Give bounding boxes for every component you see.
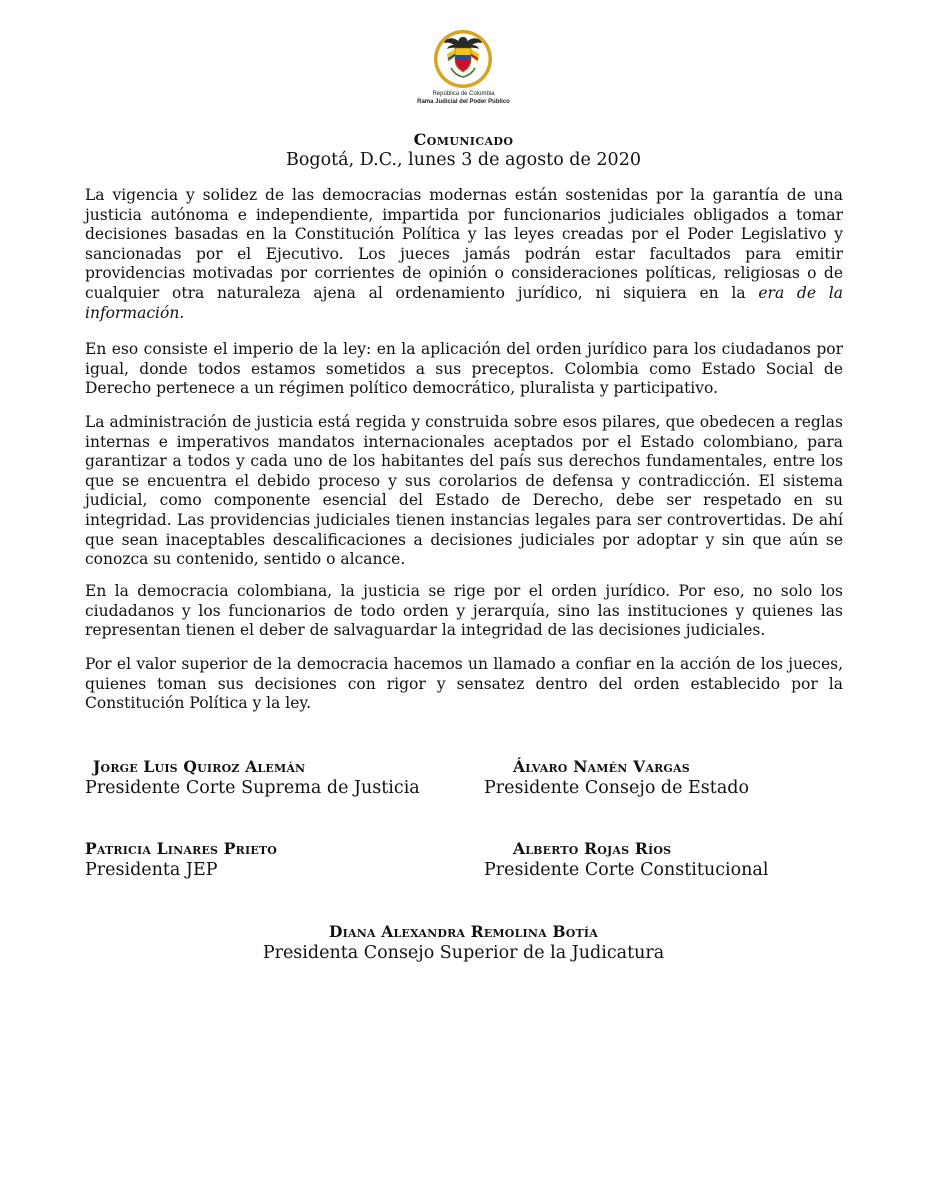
seal-caption [400,90,527,106]
signatory-role: Presidente Corte Suprema de Justicia [85,778,420,798]
coat-of-arms-seal-icon [433,28,493,90]
signature-block [85,757,465,799]
signature-block [85,839,465,881]
paragraph-2: En eso consiste el imperio de la ley: en la aplicación del orden jurídico para los ciudadanos por igual, donde todos estamos sometidos a sus preceptos. Colombia como Estado Social de Derecho pertenece a un régimen político democrático, pluralista y participativo. [85,340,843,398]
signature-block [484,839,844,881]
paragraph-1-text: La vigencia y solidez de las democracias modernas están sostenidas por la garantía de una justicia autónoma e independiente, impartida por funcionarios judiciales obligados a tomar decisiones basadas en la Constitución Política y las leyes creadas por el Poder Legislativo y sancionadas por el Ejecutivo. Los jueces jamás podrán estar facultados para emitir providencias motivadas por corrientes de opinión o consideraciones políticas, religiosas o de cualquier otra naturaleza ajena al ordenamiento jurídico, ni siquiera en la [85,186,843,302]
signatory-name: Álvaro Namén Vargas [513,757,690,776]
paragraph-1-end: . [179,303,185,322]
paragraph-1 [85,186,843,323]
signatory-name: Jorge Luis Quiroz Alemán [93,757,306,776]
signatory-name: Diana Alexandra Remolina Botía [328,922,599,941]
signatory-role: Presidente Consejo de Estado [484,778,749,798]
signatory-name: Patricia Linares Prieto [85,839,278,858]
signatory-name: Alberto Rojas Ríos [513,839,672,858]
paragraph-3: La administración de justicia está regida y construida sobre esos pilares, que obedecen a reglas internas e imperativos mandatos internacionales aceptados por el Estado colombiano, para garantizar a todos y cada uno de los habitantes del país sus derechos fundamentales, entre los que se encuentra el debido proceso y sus corolarios de defensa y contradicción. El sistema judicial, como componente esencial del Estado de Derecho, debe ser respetado en su integridad. Las providencias judiciales tienen instancias legales para ser controvertidas. De ahí que sean inaceptables descalificaciones a decisiones judiciales por adoptar y sin que aún se conozca su contenido, sentido o alcance. [85,413,843,569]
seal-caption-country: República de Colombia [432,91,495,97]
paragraph-5: Por el valor superior de la democracia hacemos un llamado a confiar en la acción de los jueces, quienes toman sus decisiones con rigor y sensatez dentro del orden establecido por la Constitución Política y la ley. [85,655,843,713]
signatory-role: Presidenta Consejo Superior de la Judicatura [262,943,665,963]
document-heading: Comunicado [413,130,514,149]
signatory-role: Presidente Corte Constitucional [484,860,769,880]
paragraph-4: En la democracia colombiana, la justicia se rige por el orden jurídico. Por eso, no solo los ciudadanos y los funcionarios de todo orden y jerarquía, sino las instituciones y quienes las representan tienen el deber de salvaguardar la integridad de las decisiones judiciales. [85,582,843,640]
signatory-role: Presidenta JEP [85,860,218,880]
signature-block [484,757,844,799]
signature-block [0,922,927,964]
dateline: Bogotá, D.C., lunes 3 de agosto de 2020 [286,150,641,170]
paragraph-1-italic: era de la información [85,283,843,322]
seal-caption-branch: Rama Judicial del Poder Público [417,99,510,105]
